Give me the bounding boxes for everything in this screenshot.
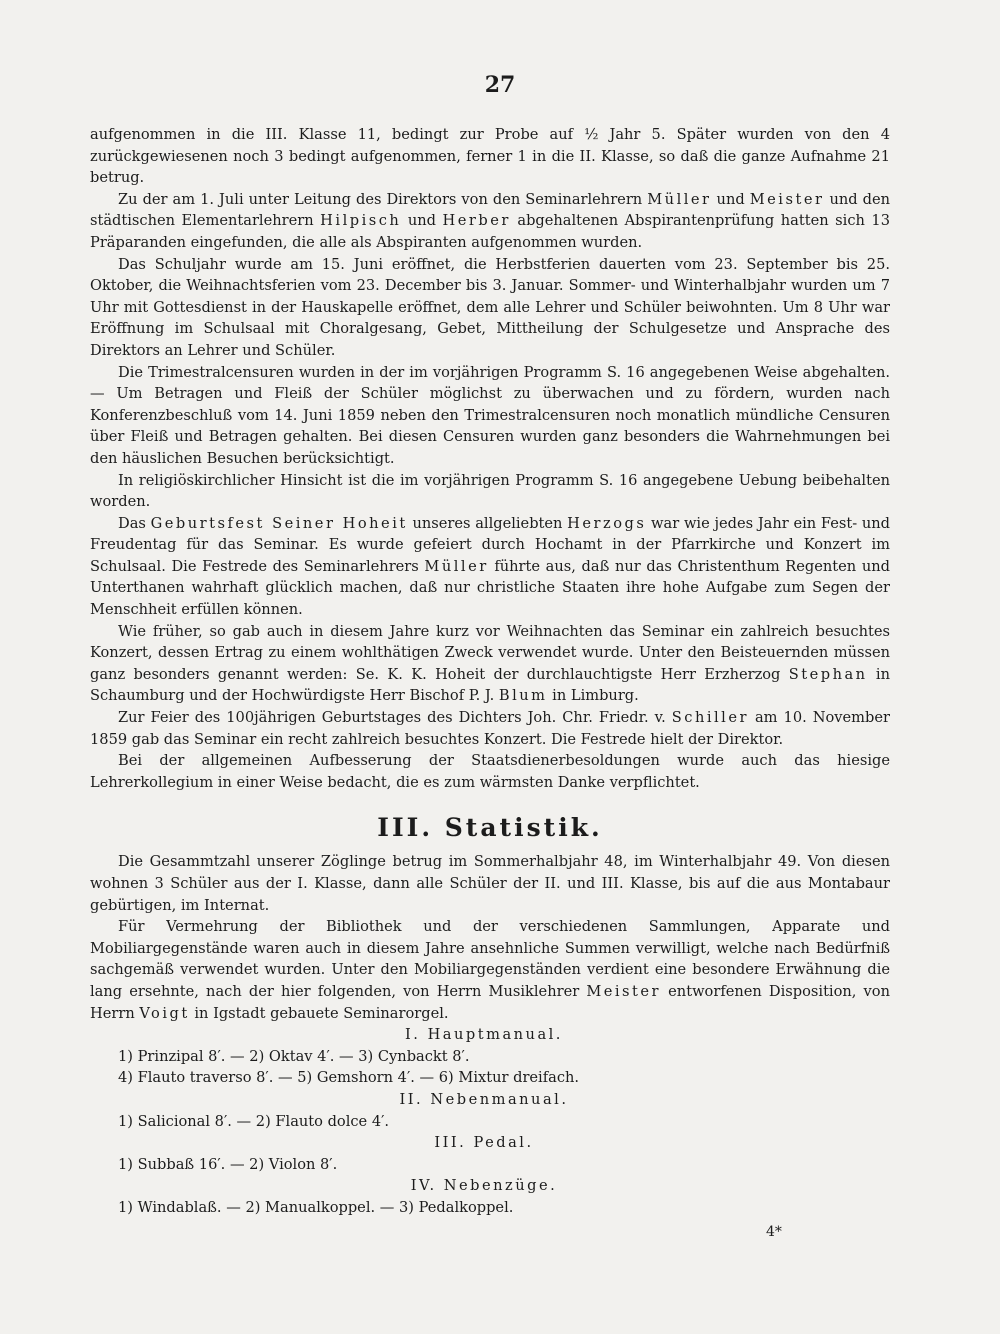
text-fragment: in Limburg.: [547, 687, 639, 705]
signature-mark: 4*: [766, 1224, 782, 1240]
stop-list: 1) Windablaß. — 2) Manualkoppel. — 3) Pedalkoppel.: [118, 1198, 514, 1216]
text-fragment: Zu der am 1. Juli unter Leitung des Direktors von den Seminarlehrern: [118, 190, 648, 208]
text-fragment: und: [711, 190, 750, 208]
page-number: 27: [484, 72, 516, 98]
person-name: Blum: [498, 687, 548, 705]
person-name: Stephan: [788, 665, 868, 683]
stop-list: 1) Salicional 8′. — 2) Flauto dolce 4′.: [118, 1112, 390, 1130]
paragraph-admission: aufgenommen in die III. Klasse 11, bedingt zur Probe auf ½ Jahr 5. Später wurden von den 4 zurückgewiesenen noch 3 bedingt aufgenommen, ferner 1 in die II. Klasse, so daß die ganze Aufnahme 21 betrug.: [90, 126, 890, 187]
person-name: Voigt: [139, 1004, 190, 1022]
organ-disposition: [90, 1024, 890, 1218]
manual-title: I. Hauptmanual.: [405, 1026, 563, 1044]
emphasis-text: Geburtsfest Seiner Hoheit: [150, 514, 408, 532]
paragraph-collections: [90, 916, 890, 1024]
section-heading: III. Statistik.: [377, 813, 603, 843]
teacher-name: Müller: [647, 190, 712, 208]
teacher-name: Müller: [424, 557, 489, 575]
paragraph-censures: Die Trimestralcensuren wurden in der im vorjährigen Programm S. 16 angegebenen Weise abgehalten. — Um Betragen und Fleiß der Schüler möglichst zu überwachen und zu fördern, wurden nach Konferenzbeschluß vom 14. Juni 1859 neben den Trimestralcensuren noch monatlich mündliche Censuren über Fleiß und Betragen gehalten. Bei diesen Censuren wurden ganz besonders die Wahrnehmungen bei den häuslichen Besuchen berücksichtigt.: [90, 363, 890, 467]
teacher-name: Meister: [749, 190, 825, 208]
text-fragment: führte aus, daß nur das Christenthum Regenten und Unterthanen wahrhaft glücklich machen, daß nur christliche Staaten ihre hohe Aufgabe zum Segen der Menschheit erfüllen können.: [90, 557, 890, 619]
paragraph-school-year: Das Schuljahr wurde am 15. Juni eröffnet, die Herbstferien dauerten vom 23. September bis 25. Oktober, die Weihnachtsferien vom 23. December bis 3. Januar. Sommer- und Winterhalbjahr wurden um 7 Uhr mit Gottesdienst in der Hauskapelle eröffnet, dem alle Lehrer und Schüler beiwohnten. Um 8 Uhr war Eröffnung im Schulsaal mit Choralgesang, Gebet, Mittheilung der Schulgesetze und Ansprache des Direktors an Lehrer und Schüler.: [90, 255, 890, 359]
person-name: Meister: [586, 982, 662, 1000]
manual-title: II. Nebenmanual.: [399, 1090, 569, 1108]
paragraph-aspirant-exam: [90, 189, 890, 254]
text-fragment: und: [401, 212, 443, 230]
text-fragment: am 10. November 1859 gab das Seminar ein recht zahlreich besuchtes Konzert. Die Festrede hielt der Direktor.: [90, 709, 890, 748]
text-fragment: und den städtischen Elementarlehrern: [90, 190, 891, 230]
paragraph-birthday-feast: [90, 513, 890, 621]
text-fragment: entworfenen Disposition, von Herrn: [90, 982, 890, 1022]
text-fragment: Zur Feier des 100jährigen Geburtstages des Dichters Joh. Chr. Friedr. v.: [118, 709, 672, 727]
paragraph-salaries: Bei der allgemeinen Aufbesserung der Staatsdienerbesoldungen wurde auch das hiesige Lehrerkollegium in einer Weise bedacht, die es zum wärmsten Danke verpflichtet.: [90, 752, 890, 791]
text-fragment: Für Vermehrung der Bibliothek und der verschiedenen Sammlungen, Apparate und Mobiliargegenstände waren auch in diesem Jahre ansehnliche Summen verwilligt, welche nach Bedürfniß sachgemäß verwendet wurden. Unter den Mobiliargegenständen verdient eine besondere Erwähnung die lang ersehnte, nach der hier folgenden, von Herrn Musiklehrer: [90, 918, 890, 1000]
page-body: [90, 124, 890, 1219]
text-fragment: Das: [118, 514, 151, 532]
person-name: Schiller: [671, 709, 749, 727]
text-fragment: unseres allgeliebten: [407, 514, 568, 532]
text-fragment: abgehaltenen Abspirantenprüfung hatten sich 13 Präparanden eingefunden, die alle als Abspiranten aufgenommen wurden.: [90, 212, 891, 251]
paragraph-schiller: [90, 707, 890, 750]
paragraph-religious: In religiöskirchlicher Hinsicht ist die im vorjährigen Programm S. 16 angegebene Uebung beibehalten worden.: [90, 471, 890, 511]
teacher-name: Hilpisch: [320, 212, 402, 230]
stop-list: 1) Subbaß 16′. — 2) Violon 8′.: [118, 1155, 338, 1173]
manual-title: III. Pedal.: [434, 1134, 534, 1152]
text-fragment: Wie früher, so gab auch in diesem Jahre kurz vor Weihnachten das Seminar ein zahlreich besuchtes Konzert, dessen Ertrag zu einem wohlthätigen Zweck verwendet wurde. Unter den Beisteuernden müssen ganz besonders genannt werden: Se. K. K. Hoheit der durchlauchtigste Herr Erzherzog: [90, 622, 890, 683]
text-fragment: war wie jedes Jahr ein Fest- und Freudentag für das Seminar. Es wurde gefeiert durch Hochamt in der Pfarrkirche und Konzert im Schulsaal. Die Festrede des Seminarlehrers: [90, 514, 891, 575]
teacher-name: Herber: [442, 212, 511, 230]
manual-title: IV. Nebenzüge.: [410, 1177, 558, 1195]
text-fragment: in Igstadt gebauete Seminarorgel.: [189, 1004, 449, 1022]
text-fragment: in Schaumburg und der Hochwürdigste Herr Bischof P. J.: [90, 665, 890, 705]
stop-list: 4) Flauto traverso 8′. — 5) Gemshorn 4′. — 6) Mixtur dreifach.: [118, 1069, 580, 1087]
paragraph-student-count: Die Gesammtzahl unserer Zöglinge betrug im Sommerhalbjahr 48, im Winterhalbjahr 49. Von diesen wohnen 3 Schüler aus der I. Klasse, dann alle Schüler der II. und III. Klasse, bis auf die aus Montabaur gebürtigen, im Internat.: [90, 853, 890, 914]
paragraph-concert: [90, 621, 890, 707]
emphasis-text: Herzogs: [567, 514, 647, 532]
stop-list: 1) Prinzipal 8′. — 2) Oktav 4′. — 3) Cynbackt 8′.: [118, 1047, 470, 1065]
